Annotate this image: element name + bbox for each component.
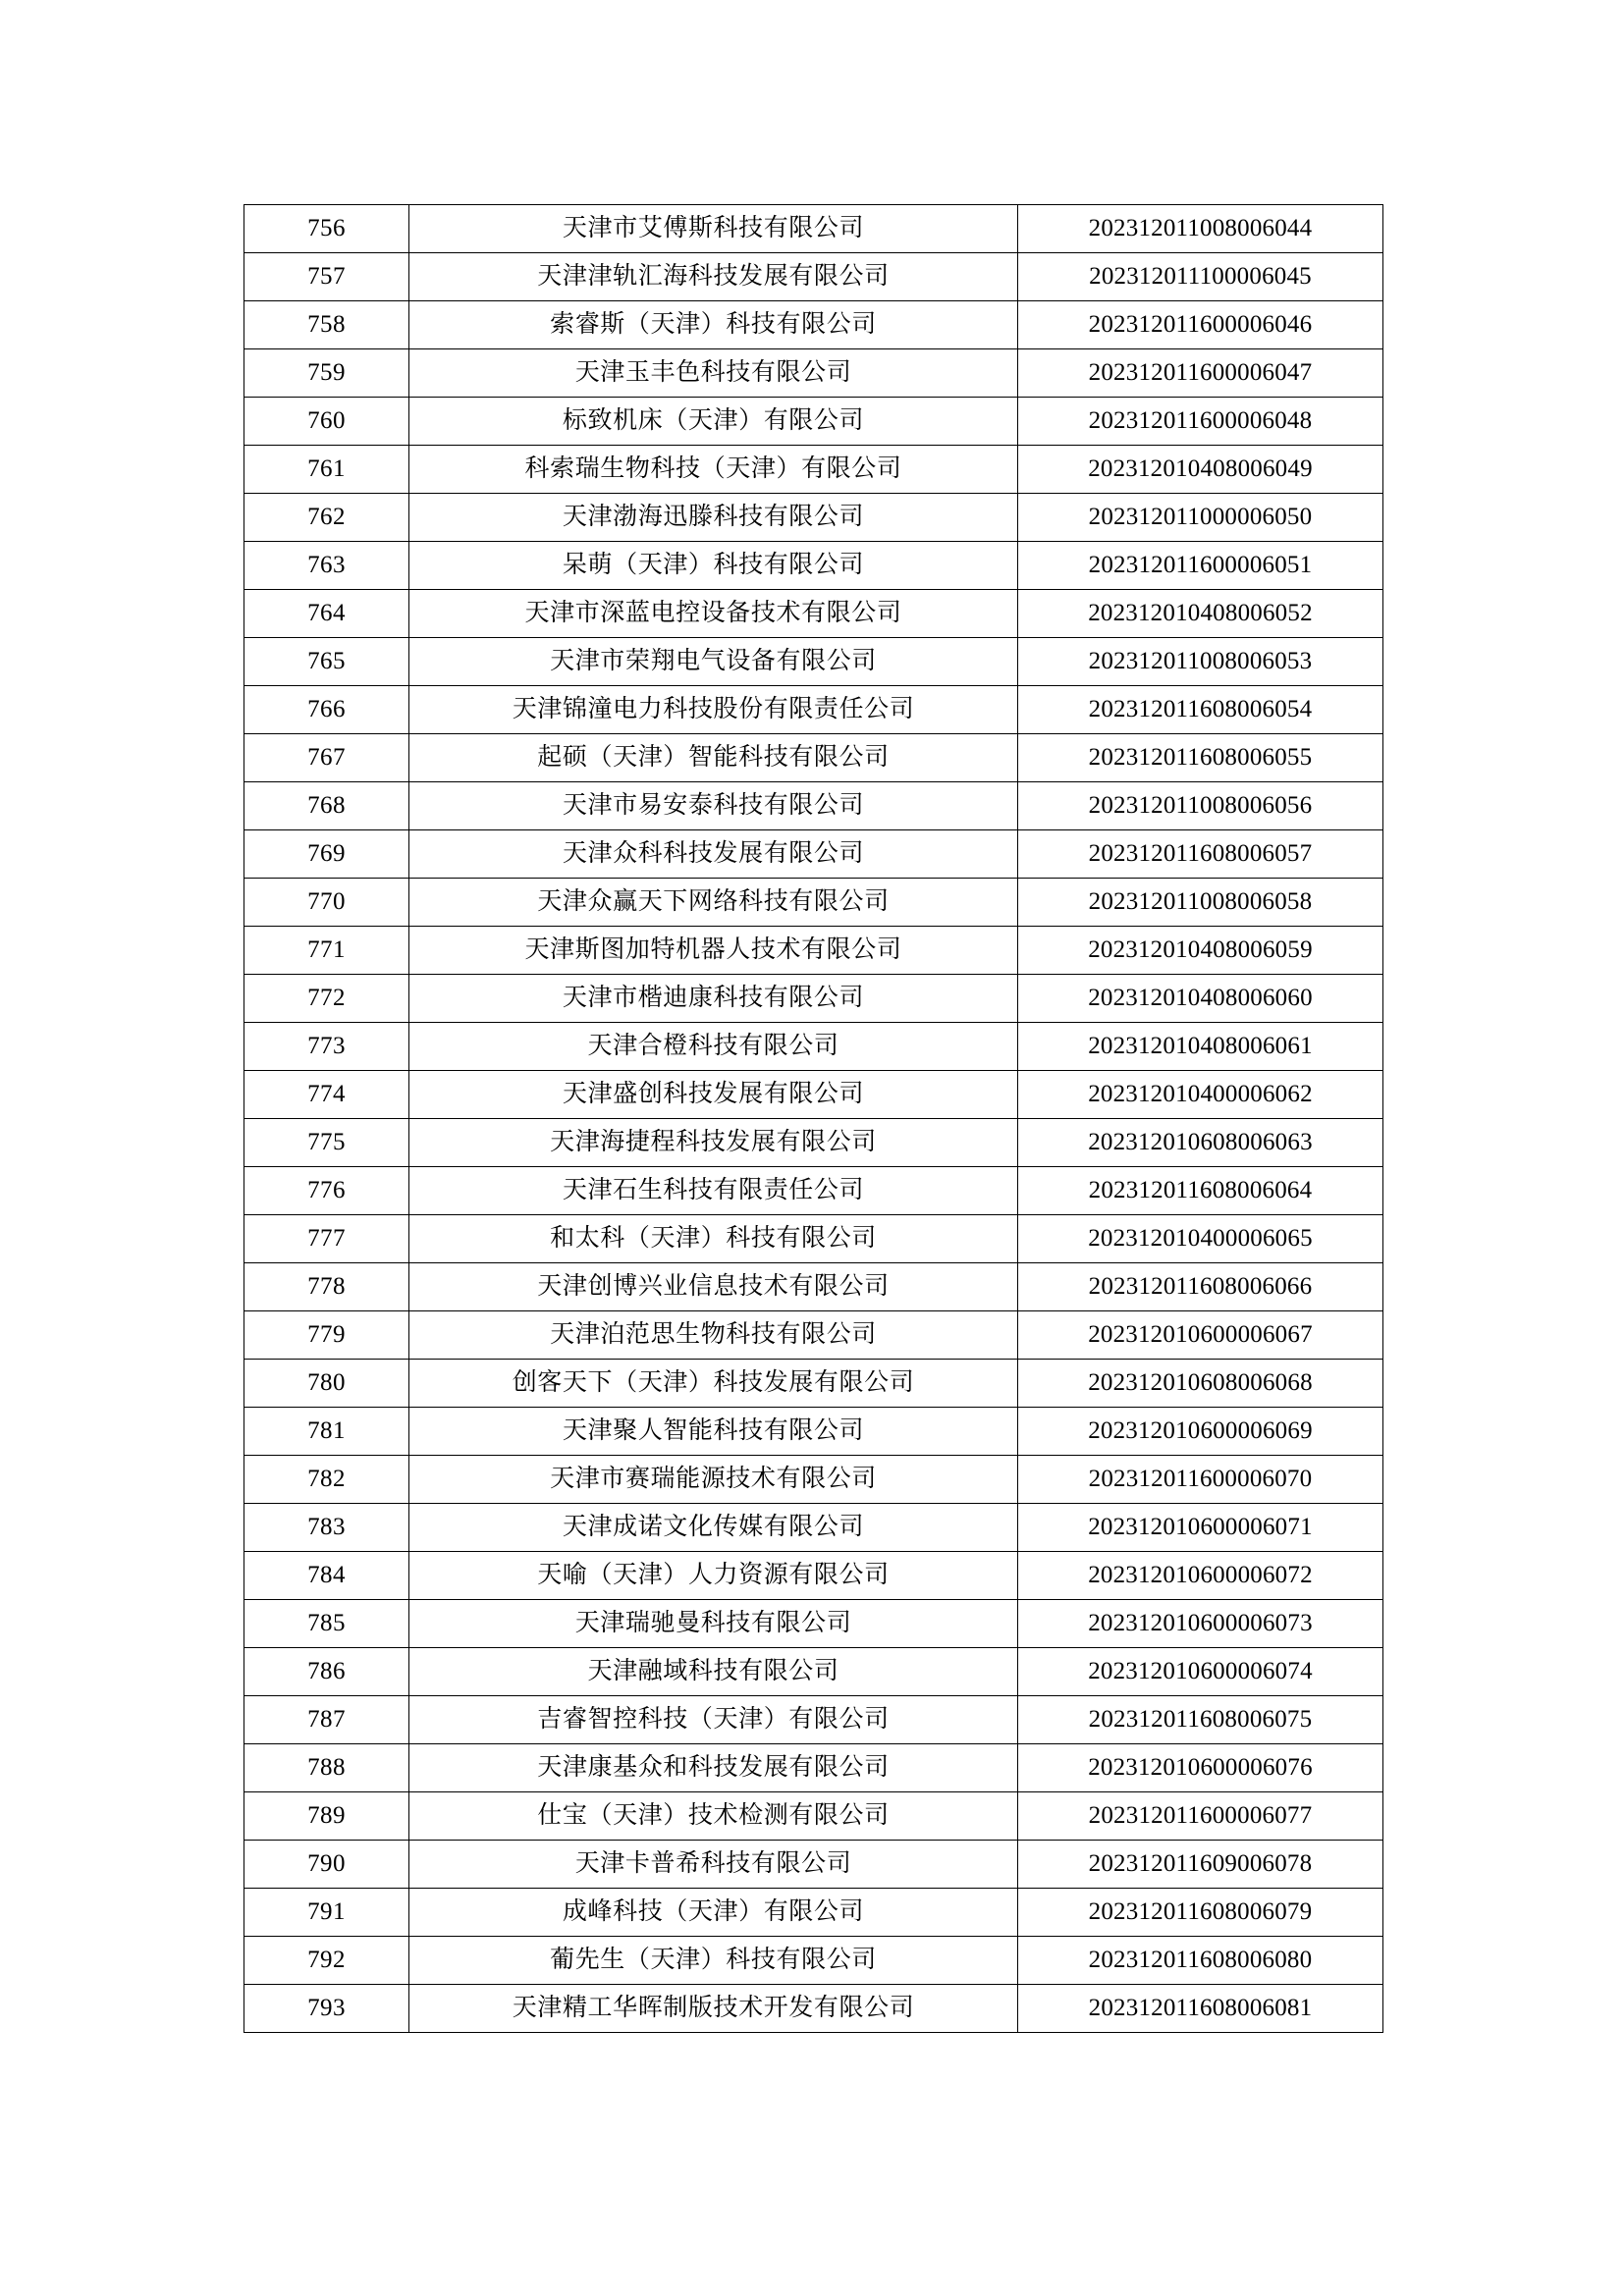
row-sequence-number: 781 [244,1408,409,1456]
row-registration-id: 202312011008006056 [1018,782,1383,830]
row-company-name: 和太科（天津）科技有限公司 [409,1215,1018,1263]
table-row [244,1119,1383,1167]
row-registration-id: 202312011600006077 [1018,1792,1383,1841]
row-company-name: 天津斯图加特机器人技术有限公司 [409,927,1018,975]
row-registration-id: 202312010600006071 [1018,1504,1383,1552]
row-company-name: 天津精工华晖制版技术开发有限公司 [409,1985,1018,2033]
table-row [244,542,1383,590]
row-registration-id: 202312010600006072 [1018,1552,1383,1600]
row-company-name: 天津康基众和科技发展有限公司 [409,1744,1018,1792]
row-registration-id: 202312010408006049 [1018,446,1383,494]
row-company-name: 天津石生科技有限责任公司 [409,1167,1018,1215]
table-row [244,686,1383,734]
row-sequence-number: 787 [244,1696,409,1744]
row-registration-id: 202312011008006053 [1018,638,1383,686]
row-registration-id: 202312011608006066 [1018,1263,1383,1311]
row-company-name: 天津市赛瑞能源技术有限公司 [409,1456,1018,1504]
row-sequence-number: 784 [244,1552,409,1600]
row-sequence-number: 793 [244,1985,409,2033]
table-row [244,205,1383,253]
row-company-name: 天津创博兴业信息技术有限公司 [409,1263,1018,1311]
row-registration-id: 202312010400006065 [1018,1215,1383,1263]
row-registration-id: 202312011008006044 [1018,205,1383,253]
row-registration-id: 202312011608006079 [1018,1889,1383,1937]
row-company-name: 天津盛创科技发展有限公司 [409,1071,1018,1119]
row-registration-id: 202312010408006052 [1018,590,1383,638]
row-registration-id: 202312011608006055 [1018,734,1383,782]
table-row [244,927,1383,975]
row-sequence-number: 790 [244,1841,409,1889]
table-row [244,1456,1383,1504]
row-sequence-number: 785 [244,1600,409,1648]
company-listing-table-wrapper [244,204,1382,2033]
row-company-name: 天津市深蓝电控设备技术有限公司 [409,590,1018,638]
row-registration-id: 202312011608006054 [1018,686,1383,734]
table-row [244,1023,1383,1071]
table-row [244,782,1383,830]
row-sequence-number: 780 [244,1360,409,1408]
table-row [244,1889,1383,1937]
row-company-name: 吉睿智控科技（天津）有限公司 [409,1696,1018,1744]
row-sequence-number: 773 [244,1023,409,1071]
table-row [244,590,1383,638]
row-registration-id: 202312011600006070 [1018,1456,1383,1504]
row-registration-id: 202312011608006080 [1018,1937,1383,1985]
row-sequence-number: 767 [244,734,409,782]
row-company-name: 天津津轨汇海科技发展有限公司 [409,253,1018,301]
row-registration-id: 202312010600006067 [1018,1311,1383,1360]
table-row [244,975,1383,1023]
row-company-name: 天津众赢天下网络科技有限公司 [409,879,1018,927]
table-row [244,879,1383,927]
table-row [244,830,1383,879]
table-row [244,1311,1383,1360]
row-company-name: 天津市易安泰科技有限公司 [409,782,1018,830]
row-sequence-number: 769 [244,830,409,879]
row-registration-id: 202312011609006078 [1018,1841,1383,1889]
row-company-name: 索睿斯（天津）科技有限公司 [409,301,1018,349]
row-registration-id: 202312011600006051 [1018,542,1383,590]
row-company-name: 天津泊范思生物科技有限公司 [409,1311,1018,1360]
table-row [244,1792,1383,1841]
row-registration-id: 202312010600006073 [1018,1600,1383,1648]
row-sequence-number: 756 [244,205,409,253]
table-row [244,1552,1383,1600]
table-row [244,301,1383,349]
table-row [244,446,1383,494]
row-sequence-number: 786 [244,1648,409,1696]
row-sequence-number: 768 [244,782,409,830]
row-registration-id: 202312010608006063 [1018,1119,1383,1167]
row-sequence-number: 765 [244,638,409,686]
table-row [244,349,1383,398]
row-company-name: 天津瑞驰曼科技有限公司 [409,1600,1018,1648]
row-sequence-number: 764 [244,590,409,638]
table-row [244,1696,1383,1744]
row-company-name: 天津众科科技发展有限公司 [409,830,1018,879]
row-sequence-number: 771 [244,927,409,975]
row-registration-id: 202312011000006050 [1018,494,1383,542]
table-row [244,1360,1383,1408]
row-sequence-number: 763 [244,542,409,590]
row-registration-id: 202312010600006076 [1018,1744,1383,1792]
row-company-name: 天津玉丰色科技有限公司 [409,349,1018,398]
row-company-name: 天津海捷程科技发展有限公司 [409,1119,1018,1167]
row-company-name: 仕宝（天津）技术检测有限公司 [409,1792,1018,1841]
row-sequence-number: 766 [244,686,409,734]
company-listing-body [244,205,1383,2033]
row-sequence-number: 778 [244,1263,409,1311]
row-company-name: 天津卡普希科技有限公司 [409,1841,1018,1889]
row-sequence-number: 776 [244,1167,409,1215]
row-sequence-number: 775 [244,1119,409,1167]
row-company-name: 创客天下（天津）科技发展有限公司 [409,1360,1018,1408]
row-sequence-number: 762 [244,494,409,542]
row-company-name: 天津市荣翔电气设备有限公司 [409,638,1018,686]
row-company-name: 天津融域科技有限公司 [409,1648,1018,1696]
company-listing-table [244,204,1383,2033]
row-sequence-number: 770 [244,879,409,927]
row-sequence-number: 791 [244,1889,409,1937]
row-company-name: 起硕（天津）智能科技有限公司 [409,734,1018,782]
table-row [244,638,1383,686]
row-sequence-number: 779 [244,1311,409,1360]
table-row [244,1648,1383,1696]
row-company-name: 天津聚人智能科技有限公司 [409,1408,1018,1456]
table-row [244,1985,1383,2033]
row-sequence-number: 777 [244,1215,409,1263]
row-sequence-number: 774 [244,1071,409,1119]
row-registration-id: 202312010408006061 [1018,1023,1383,1071]
table-row [244,1167,1383,1215]
table-row [244,734,1383,782]
row-sequence-number: 759 [244,349,409,398]
row-sequence-number: 761 [244,446,409,494]
row-company-name: 天津合橙科技有限公司 [409,1023,1018,1071]
row-registration-id: 202312011008006058 [1018,879,1383,927]
row-sequence-number: 772 [244,975,409,1023]
row-registration-id: 202312011100006045 [1018,253,1383,301]
table-row [244,1841,1383,1889]
table-row [244,1215,1383,1263]
table-row [244,1600,1383,1648]
row-company-name: 葡先生（天津）科技有限公司 [409,1937,1018,1985]
row-registration-id: 202312011608006064 [1018,1167,1383,1215]
row-company-name: 天津成诺文化传媒有限公司 [409,1504,1018,1552]
row-company-name: 标致机床（天津）有限公司 [409,398,1018,446]
row-sequence-number: 783 [244,1504,409,1552]
row-registration-id: 202312011600006046 [1018,301,1383,349]
table-row [244,1744,1383,1792]
row-company-name: 天津锦潼电力科技股份有限责任公司 [409,686,1018,734]
row-registration-id: 202312011608006075 [1018,1696,1383,1744]
row-company-name: 天津市楷迪康科技有限公司 [409,975,1018,1023]
row-registration-id: 202312011608006081 [1018,1985,1383,2033]
row-company-name: 成峰科技（天津）有限公司 [409,1889,1018,1937]
row-sequence-number: 757 [244,253,409,301]
table-row [244,494,1383,542]
row-sequence-number: 788 [244,1744,409,1792]
row-company-name: 呆萌（天津）科技有限公司 [409,542,1018,590]
row-registration-id: 202312010408006059 [1018,927,1383,975]
row-registration-id: 202312011600006048 [1018,398,1383,446]
table-row [244,1408,1383,1456]
table-row [244,398,1383,446]
row-company-name: 天津市艾傅斯科技有限公司 [409,205,1018,253]
row-sequence-number: 758 [244,301,409,349]
row-company-name: 天喻（天津）人力资源有限公司 [409,1552,1018,1600]
table-row [244,1504,1383,1552]
row-registration-id: 202312011600006047 [1018,349,1383,398]
row-registration-id: 202312011608006057 [1018,830,1383,879]
row-registration-id: 202312010600006069 [1018,1408,1383,1456]
row-sequence-number: 782 [244,1456,409,1504]
row-registration-id: 202312010408006060 [1018,975,1383,1023]
row-registration-id: 202312010608006068 [1018,1360,1383,1408]
table-row [244,253,1383,301]
row-company-name: 科索瑞生物科技（天津）有限公司 [409,446,1018,494]
row-sequence-number: 789 [244,1792,409,1841]
table-row [244,1071,1383,1119]
table-row [244,1937,1383,1985]
table-row [244,1263,1383,1311]
row-registration-id: 202312010400006062 [1018,1071,1383,1119]
row-sequence-number: 792 [244,1937,409,1985]
row-company-name: 天津渤海迅滕科技有限公司 [409,494,1018,542]
row-sequence-number: 760 [244,398,409,446]
row-registration-id: 202312010600006074 [1018,1648,1383,1696]
